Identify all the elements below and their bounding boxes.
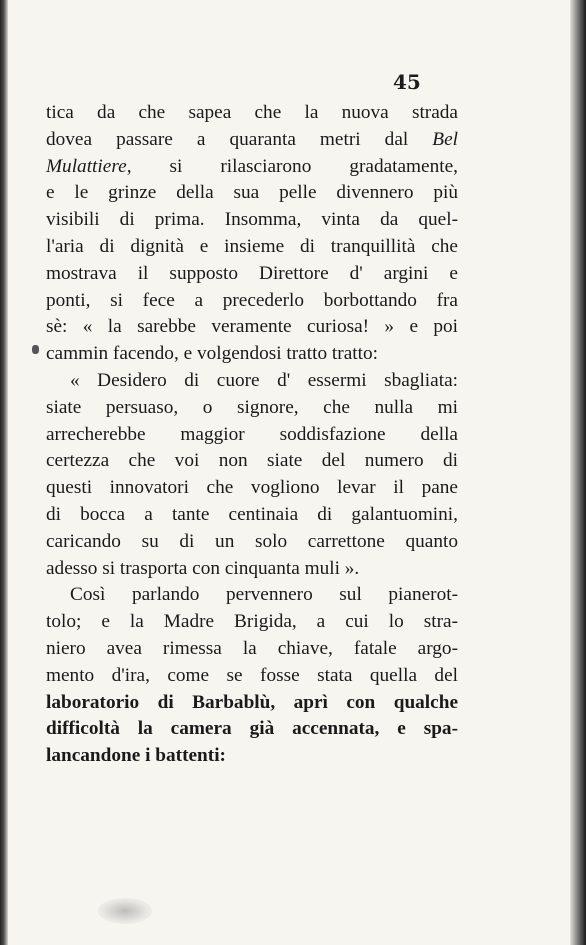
text-line: adesso si trasporta con cinquanta muli ». (46, 557, 360, 579)
text-line: tolo; e la Madre Brigida, a cui lo stra- (46, 611, 458, 633)
text-line: tica da che sapea che la nuova strada (46, 102, 458, 123)
text-line: mostrava il supposto Direttore d' argini e (46, 262, 458, 284)
italic-text: Mulattiere (46, 155, 127, 177)
text-line: l'aria di dignità e insieme di tranquillità che (46, 235, 458, 257)
text-line: certezza che voi non siate del numero di (46, 450, 458, 472)
text-line (46, 154, 458, 181)
text-line: e le grinze della sua pelle divennero più (46, 182, 458, 204)
text-span: , si rilasciarono gradatamente, (126, 155, 458, 177)
text-line: caricando su di un solo carrettone quanto (46, 530, 458, 552)
text-line: questi innovatori che vogliono levar il pane (46, 477, 458, 499)
text-line: di bocca a tante centinaia di galantuomini, (46, 503, 458, 525)
text-line: sè: « la sarebbe veramente curiosa! » e poi (46, 316, 458, 338)
page-right-edge (570, 0, 586, 945)
text-span: dovea passare a quaranta metri dal (46, 128, 433, 150)
page-smudge (98, 898, 152, 924)
page-left-edge (0, 0, 8, 945)
text-line: « Desidero di cuore d' essermi sbagliata: (70, 369, 458, 391)
text-line: difficoltà la camera già accennata, e spa- (46, 718, 458, 740)
text-line: siate persuaso, o signore, che nulla mi (46, 396, 458, 418)
text-line: niero avea rimessa la chiave, fatale argo- (46, 637, 458, 659)
text-line: laboratorio di Barbablù, aprì con qualche (46, 691, 458, 713)
text-line: mento d'ira, come se fosse stata quella del (46, 664, 458, 686)
body-text (46, 100, 458, 770)
text-line: visibili di prima. Insomma, vinta da quel- (46, 209, 458, 231)
text-line: lancandone i battenti: (46, 745, 226, 767)
text-line: cammin facendo, e volgendosi tratto tratto: (46, 343, 378, 365)
ink-blot-mark (32, 345, 39, 354)
text-line (46, 127, 458, 154)
text-line: Così parlando pervennero sul pianerot- (70, 584, 458, 606)
italic-text: Bel (432, 128, 458, 150)
page-number: 45 (393, 70, 421, 94)
text-line: arrecherebbe maggior soddisfazione della (46, 423, 458, 445)
text-line: ponti, si fece a precederlo borbottando fra (46, 289, 458, 311)
